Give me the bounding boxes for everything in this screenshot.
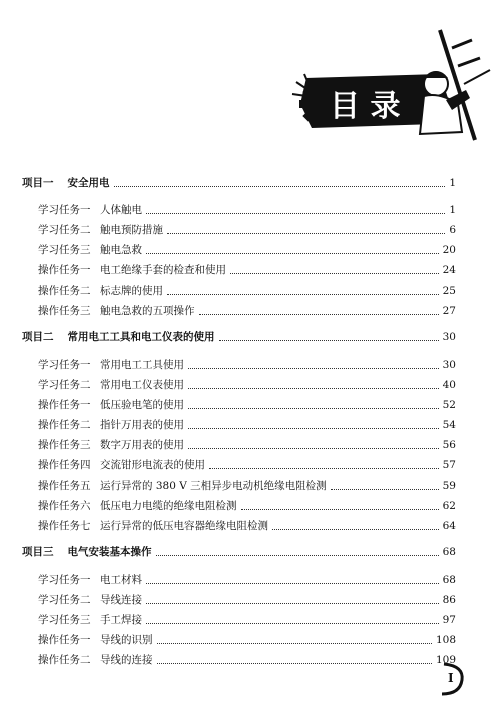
dot-leader xyxy=(199,313,439,315)
toc-entry-page: 64 xyxy=(442,520,456,532)
toc-entry-title: 标志牌的使用 xyxy=(100,285,163,297)
toc-task-entry[interactable] xyxy=(38,378,456,392)
toc-task-entry[interactable] xyxy=(38,633,456,647)
toc-entry-number: 项目三 xyxy=(22,546,54,558)
toc-entry-page: 1 xyxy=(449,204,456,216)
toc-entry-page: 68 xyxy=(442,574,456,586)
toc-entry-title: 电工材料 xyxy=(100,574,142,586)
toc-task-entry[interactable] xyxy=(38,438,456,452)
dot-leader xyxy=(241,508,439,510)
toc-entry-number: 操作任务一 xyxy=(38,264,91,276)
toc-entry-number: 操作任务四 xyxy=(38,459,91,471)
toc-task-entry[interactable] xyxy=(38,519,456,533)
toc-entry-number: 操作任务二 xyxy=(38,285,91,297)
toc-entry-page: 62 xyxy=(442,500,456,512)
dot-leader xyxy=(219,339,439,341)
toc-entry-page: 68 xyxy=(442,546,456,558)
toc-entry-page: 1 xyxy=(449,177,456,189)
toc-entry-page: 108 xyxy=(435,634,456,646)
toc-entry-title: 手工焊接 xyxy=(100,614,142,626)
toc-entry-page: 24 xyxy=(442,264,456,276)
toc-project-entry[interactable] xyxy=(22,330,456,344)
toc-entry-number: 学习任务二 xyxy=(38,594,91,606)
toc-task-entry[interactable] xyxy=(38,243,456,257)
toc-entry-title: 导线连接 xyxy=(100,594,142,606)
toc-title: 目 录 xyxy=(330,89,401,124)
toc-entry-title: 触电急救 xyxy=(100,244,142,256)
dot-leader xyxy=(272,528,439,530)
toc-entry-number: 项目二 xyxy=(22,331,54,343)
dot-leader xyxy=(209,467,439,469)
toc-entry-title: 运行异常的 380 V 三相异步电动机绝缘电阻检测 xyxy=(100,480,327,492)
toc-task-entry[interactable] xyxy=(38,284,456,298)
toc-entry-number: 学习任务三 xyxy=(38,244,91,256)
toc-entry-title: 人体触电 xyxy=(100,204,142,216)
toc-entry-page: 27 xyxy=(442,305,456,317)
toc-entry-number: 项目一 xyxy=(22,177,54,189)
toc-entry-number: 学习任务一 xyxy=(38,204,91,216)
toc-entry-page: 30 xyxy=(442,359,456,371)
toc-entry-title: 常用电工仪表使用 xyxy=(100,379,184,391)
dot-leader xyxy=(188,427,439,429)
toc-entry-number: 操作任务二 xyxy=(38,419,91,431)
toc-task-entry[interactable] xyxy=(38,613,456,627)
toc-task-entry[interactable] xyxy=(38,304,456,318)
toc-entry-title: 交流钳形电流表的使用 xyxy=(100,459,205,471)
dot-leader xyxy=(146,252,439,254)
toc-entry-number: 学习任务二 xyxy=(38,224,91,236)
dot-leader xyxy=(146,582,439,584)
toc-task-entry[interactable] xyxy=(38,573,456,587)
toc-entry-title: 低压电力电缆的绝缘电阻检测 xyxy=(100,500,237,512)
toc-entry-page: 20 xyxy=(442,244,456,256)
toc-entry-title: 电工绝缘手套的检查和使用 xyxy=(100,264,226,276)
toc-entry-title: 触电急救的五项操作 xyxy=(100,305,195,317)
toc-entry-number: 操作任务二 xyxy=(38,654,91,666)
toc-entry-page: 109 xyxy=(435,654,456,666)
toc-entry-title: 电气安装基本操作 xyxy=(67,546,152,558)
toc-entry-title: 触电预防措施 xyxy=(100,224,163,236)
dot-leader xyxy=(157,642,432,644)
toc-entry-page: 86 xyxy=(442,594,456,606)
toc-entry-number: 学习任务二 xyxy=(38,379,91,391)
toc-entry-title: 安全用电 xyxy=(67,177,110,189)
toc-project-entry[interactable] xyxy=(22,545,456,559)
toc-task-entry[interactable] xyxy=(38,418,456,432)
dot-leader xyxy=(146,602,439,604)
toc-task-entry[interactable] xyxy=(38,593,456,607)
dot-leader xyxy=(331,488,439,490)
toc-task-entry[interactable] xyxy=(38,223,456,237)
dot-leader xyxy=(188,447,439,449)
page-number: I xyxy=(448,671,454,685)
toc-entry-number: 操作任务三 xyxy=(38,439,91,451)
toc-entry-number: 操作任务七 xyxy=(38,520,91,532)
toc-task-entry[interactable] xyxy=(38,499,456,513)
toc-entry-page: 54 xyxy=(442,419,456,431)
dot-leader xyxy=(146,622,439,624)
toc-entry-page: 25 xyxy=(442,285,456,297)
toc-task-entry[interactable] xyxy=(38,653,456,667)
toc-entry-page: 57 xyxy=(442,459,456,471)
toc-entry-title: 数字万用表的使用 xyxy=(100,439,184,451)
toc-entry-number: 操作任务三 xyxy=(38,305,91,317)
toc-entry-number: 操作任务六 xyxy=(38,500,91,512)
toc-entry-title: 导线的连接 xyxy=(100,654,153,666)
toc-task-entry[interactable] xyxy=(38,358,456,372)
toc-entry-page: 6 xyxy=(449,224,456,236)
dot-leader xyxy=(188,387,439,389)
toc-entry-page: 59 xyxy=(442,480,456,492)
dot-leader xyxy=(167,293,439,295)
toc-entry-page: 56 xyxy=(442,439,456,451)
dot-leader xyxy=(157,662,432,664)
toc-entry-number: 操作任务一 xyxy=(38,399,91,411)
toc-entry-page: 40 xyxy=(442,379,456,391)
toc-task-entry[interactable] xyxy=(38,203,456,217)
toc-task-entry[interactable] xyxy=(38,398,456,412)
toc-entry-title: 指针万用表的使用 xyxy=(100,419,184,431)
toc-entry-page: 30 xyxy=(442,331,456,343)
toc-entry-title: 导线的识别 xyxy=(100,634,153,646)
dot-leader xyxy=(146,212,445,214)
toc-entry-title: 运行异常的低压电容器绝缘电阻检测 xyxy=(100,520,268,532)
toc-entry-title: 常用电工工具使用 xyxy=(100,359,184,371)
dot-leader xyxy=(114,185,446,187)
toc-entry-page: 52 xyxy=(442,399,456,411)
dot-leader xyxy=(156,554,439,556)
toc-entry-title: 低压验电笔的使用 xyxy=(100,399,184,411)
dot-leader xyxy=(188,407,439,409)
toc-project-entry[interactable] xyxy=(22,176,456,190)
toc-entry-number: 学习任务三 xyxy=(38,614,91,626)
toc-task-entry[interactable] xyxy=(38,458,456,472)
toc-entry-number: 操作任务一 xyxy=(38,634,91,646)
toc-entry-number: 操作任务五 xyxy=(38,480,91,492)
toc-task-entry[interactable] xyxy=(38,263,456,277)
toc-task-entry[interactable] xyxy=(38,479,456,493)
dot-leader xyxy=(188,367,439,369)
dot-leader xyxy=(167,232,445,234)
toc-entry-page: 97 xyxy=(442,614,456,626)
toc-entry-number: 学习任务一 xyxy=(38,574,91,586)
toc-entry-number: 学习任务一 xyxy=(38,359,91,371)
dot-leader xyxy=(230,272,439,274)
toc-entry-title: 常用电工工具和电工仪表的使用 xyxy=(67,331,215,343)
